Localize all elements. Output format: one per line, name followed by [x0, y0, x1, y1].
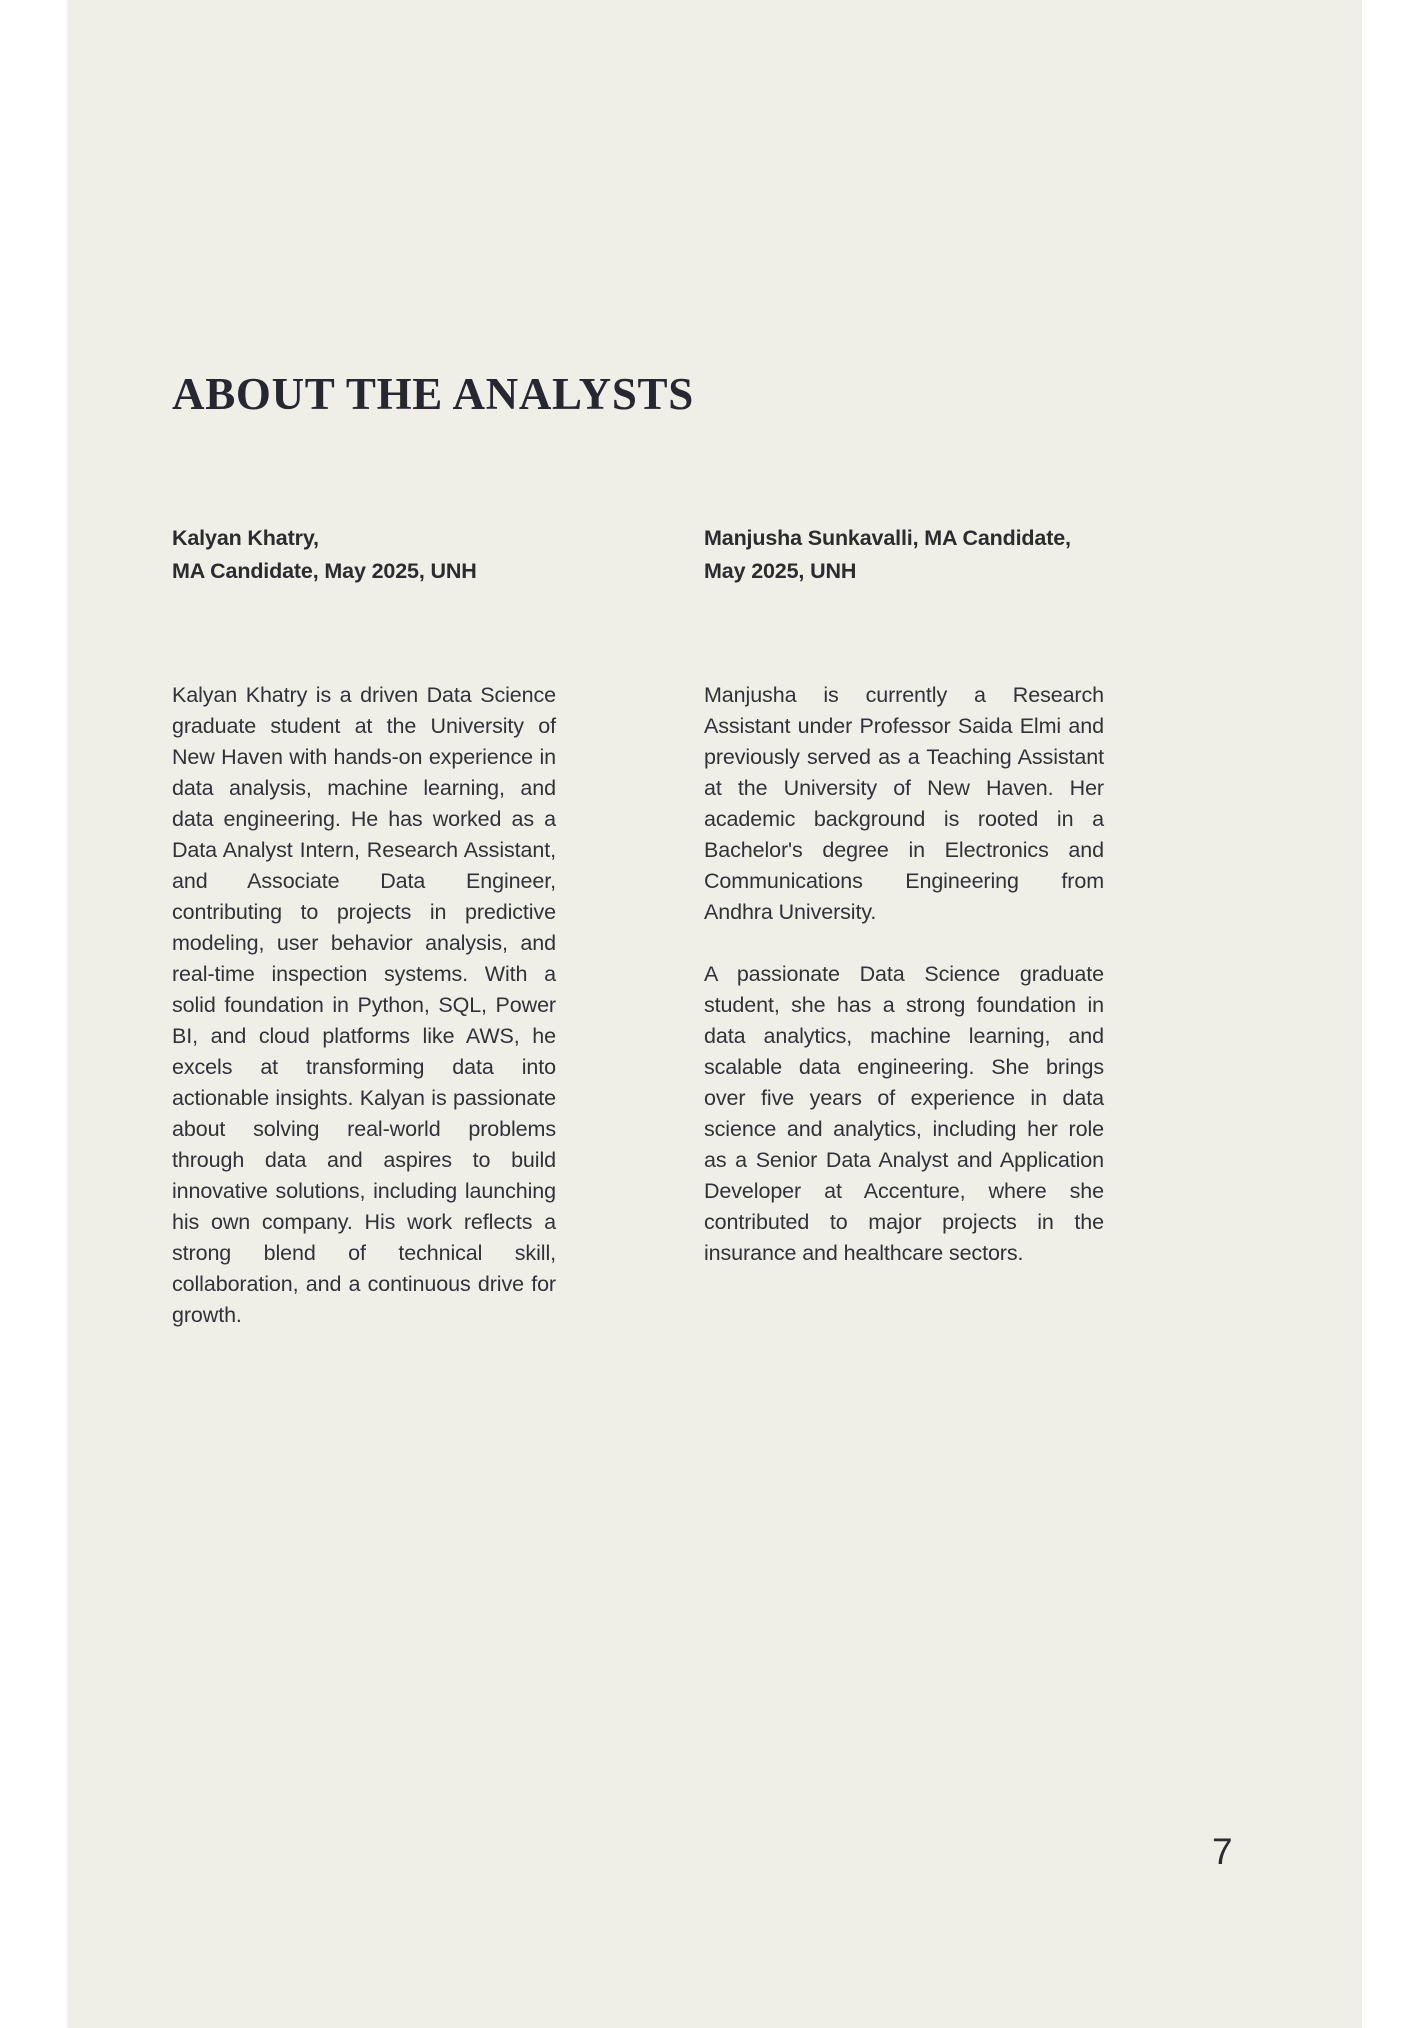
analyst-heading-line-2: May 2025, UNH — [704, 559, 857, 583]
analyst-heading-line-1: Manjusha Sunkavalli, MA Candidate, — [704, 526, 1071, 550]
analyst-heading-line-2: MA Candidate, May 2025, UNH — [172, 559, 477, 583]
page-title: ABOUT THE ANALYSTS — [172, 369, 694, 420]
analyst-column-right — [704, 522, 1104, 1269]
bio-paragraph: Kalyan Khatry is a driven Data Science graduate student at the University of New Haven with hands-on experience in data analysis, machine learning, and data engineering. He has worked as a Data Analyst Intern, Research Assistant, and Associate Data Engineer, contributing to projects in predictive modeling, user behavior analysis, and real-time inspection systems. With a solid foundation in Python, SQL, Power BI, and cloud platforms like AWS, he excels at transforming data into actionable insights. Kalyan is passionate about solving real-world problems through data and aspires to build innovative solutions, including launching his own company. His work reflects a strong blend of technical skill, collaboration, and a continuous drive for growth. — [172, 683, 556, 1327]
bio-paragraph: Manjusha is currently a Research Assistant under Professor Saida Elmi and previously served as a Teaching Assistant at the University of New Haven. Her academic background is rooted in a Bachelor's degree in Electronics and Communications Engineering from Andhra University. — [704, 683, 1104, 924]
analyst-heading-manjusha — [704, 522, 1104, 588]
analyst-heading-kalyan — [172, 522, 556, 588]
analyst-bio-kalyan — [172, 680, 556, 1331]
analyst-column-left — [172, 522, 556, 1331]
bio-paragraph: A passionate Data Science graduate student, she has a strong foundation in data analytics, machine learning, and scalable data engineering. She brings over five years of experience in data science and analytics, including her role as a Senior Data Analyst and Application Developer at Accenture, where she contributed to major projects in the insurance and healthcare sectors. — [704, 962, 1104, 1265]
analyst-bio-manjusha — [704, 680, 1104, 1269]
page-number: 7 — [1212, 1831, 1233, 1872]
page-sheet — [67, 0, 1362, 2028]
analyst-heading-line-1: Kalyan Khatry, — [172, 526, 319, 550]
page-content — [172, 0, 1270, 2028]
